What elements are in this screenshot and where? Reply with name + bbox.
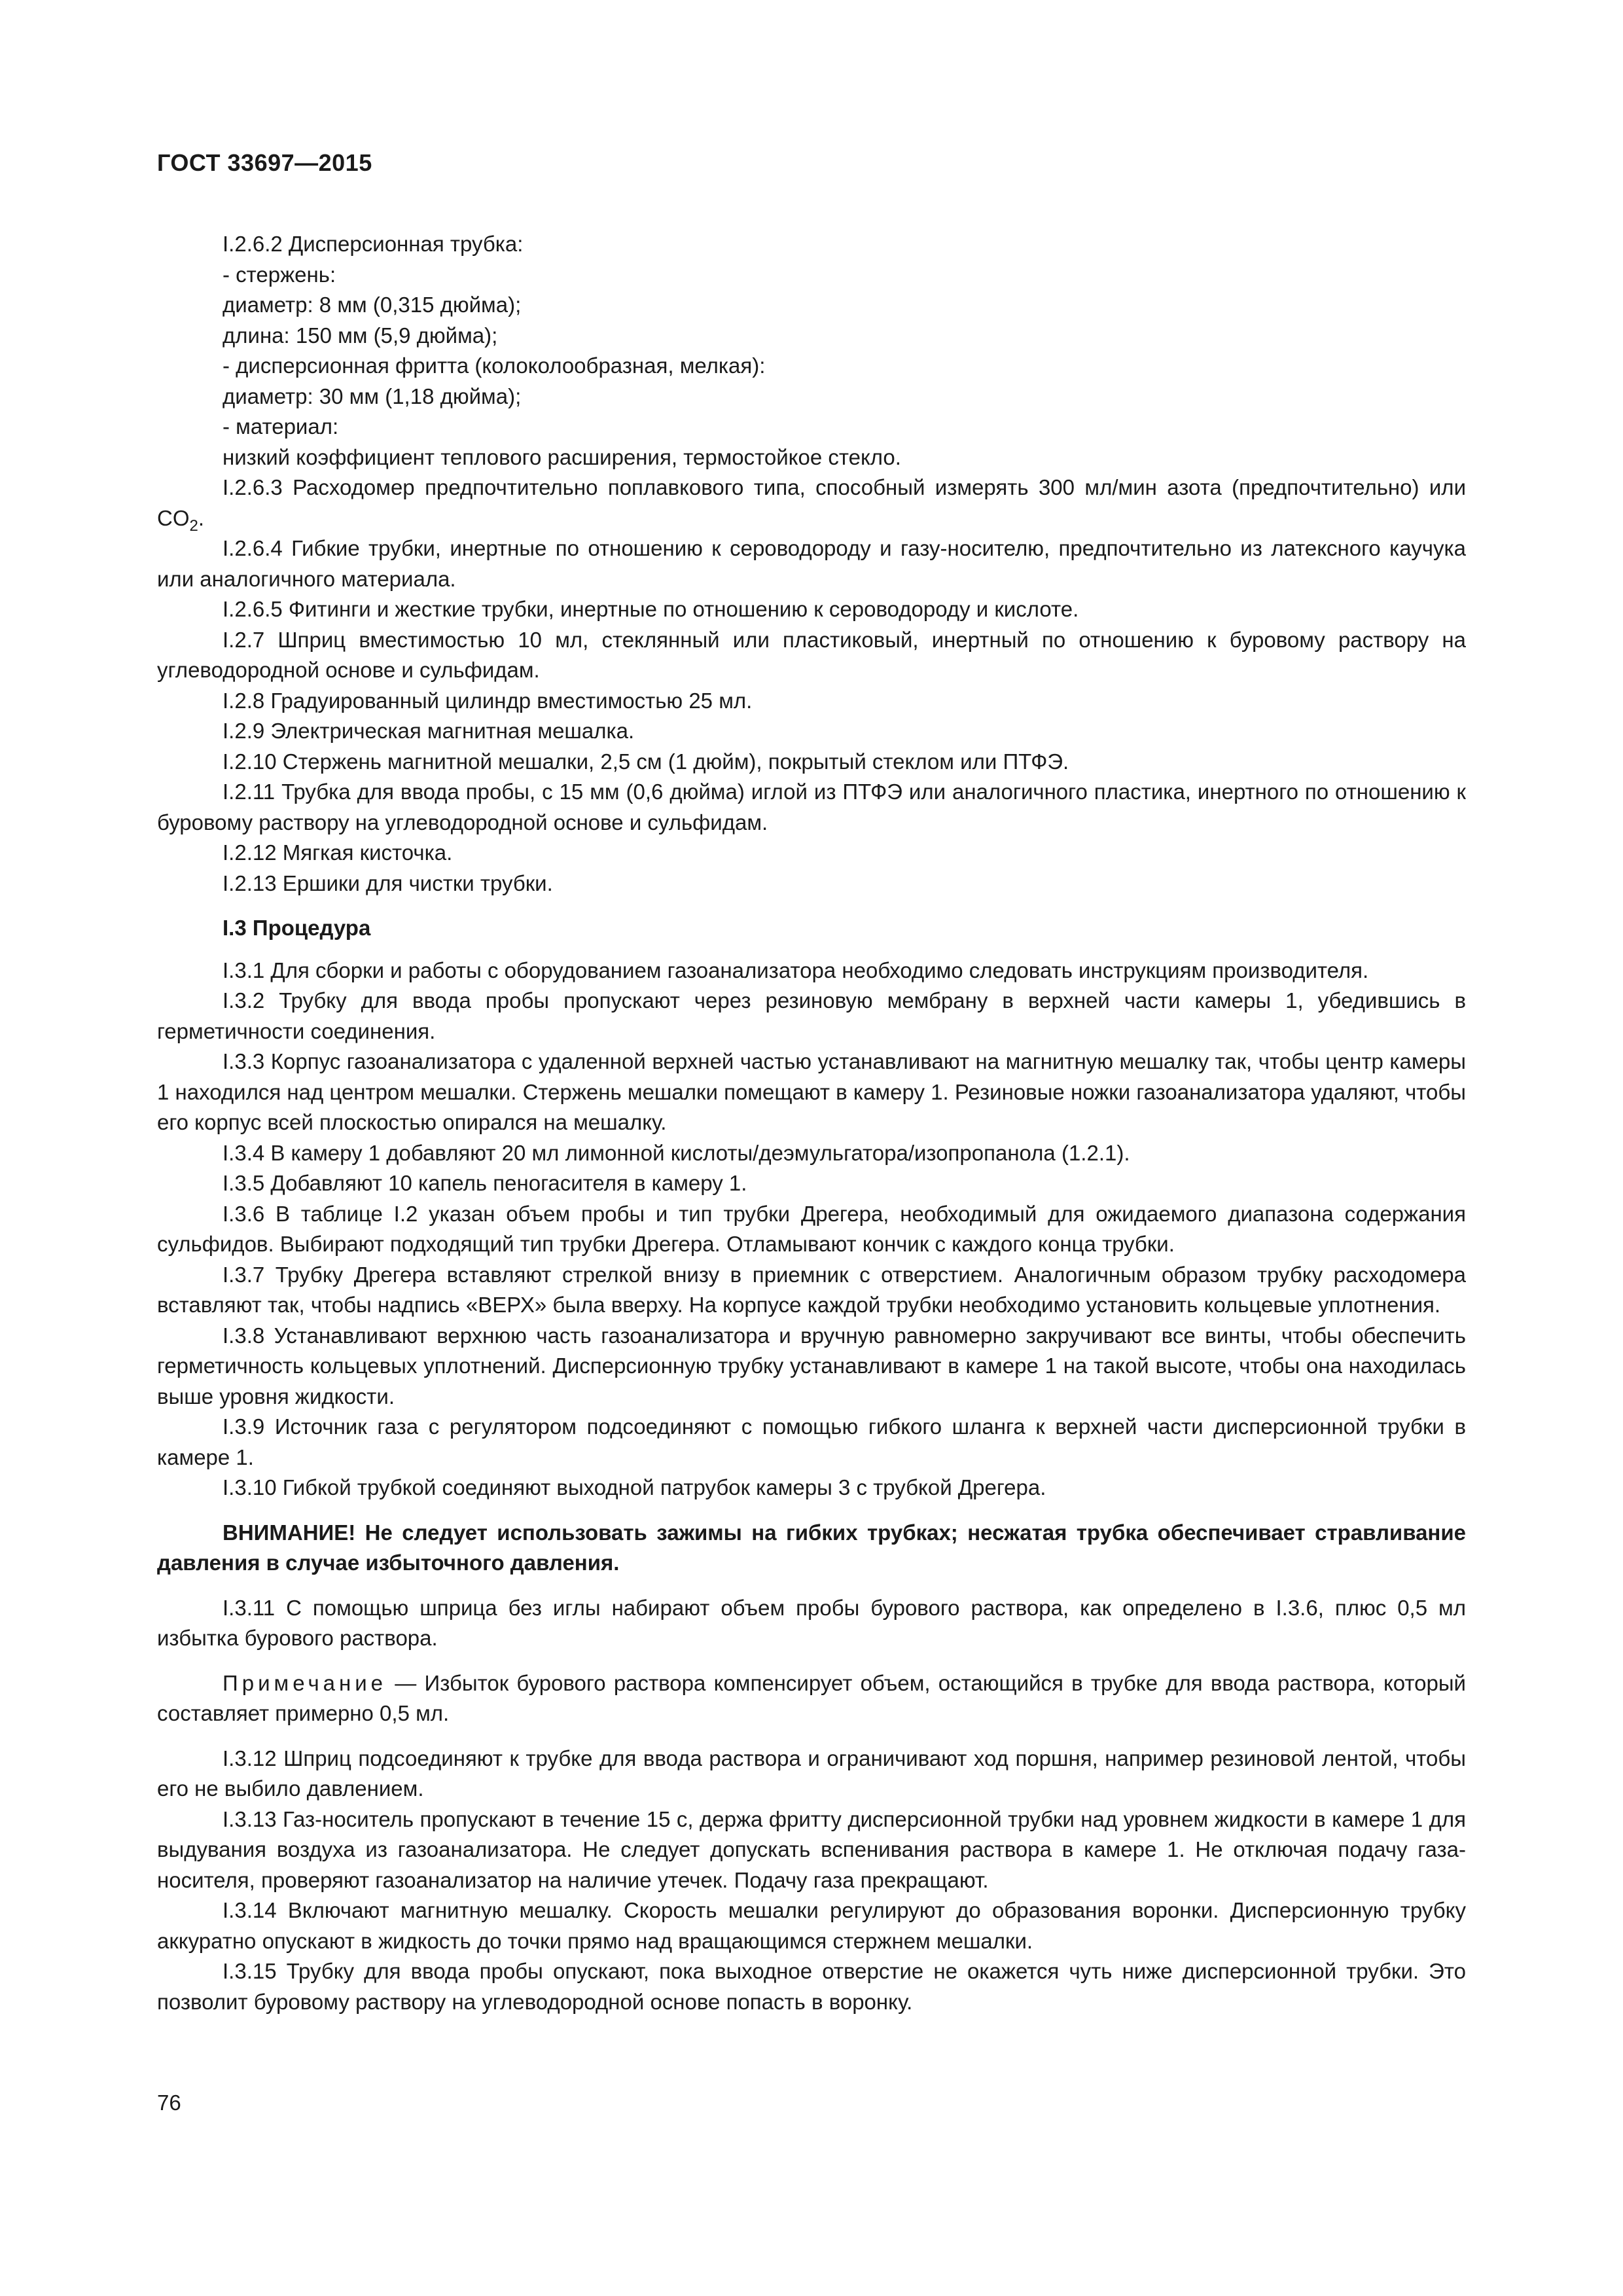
- paragraph: диаметр: 8 мм (0,315 дюйма);: [223, 293, 522, 317]
- paragraph: I.3.9 Источник газа с регулятором подсоединяют с помощью гибкого шланга к верхней части дисперсионной трубки в камере 1.: [157, 1414, 1466, 1469]
- paragraph: I.2.6.4 Гибкие трубки, инертные по отношению к сероводороду и газу-носителю, предпочтительно из латексного каучука или аналогичного материала.: [157, 536, 1466, 591]
- paragraph: I.3.12 Шприц подсоединяют к трубке для ввода раствора и ограничивают ход поршня, например резиновой лентой, чтобы его не выбило давлением.: [157, 1746, 1466, 1801]
- paragraph: - материал:: [223, 414, 339, 439]
- paragraph: I.2.6.2 Дисперсионная трубка:: [223, 232, 524, 256]
- paragraph: I.3.8 Устанавливают верхнюю часть газоанализатора и вручную равномерно закручивают все винты, чтобы обеспечить герметичность кольцевых уплотнений. Дисперсионную трубку устанавливают в камере 1 на такой высоте, чтобы она находилась выше уровня жидкости.: [157, 1323, 1466, 1408]
- paragraph: I.3.3 Корпус газоанализатора с удаленной верхней частью устанавливают на магнитную мешалку так, чтобы центр камеры 1 находился над центром мешалки. Стержень мешалки помещают в камеру 1. Резиновые ножки газоанализатора удаляют, чтобы его корпус всей плоскостью опирался на мешалку.: [157, 1049, 1466, 1134]
- subscript: 2: [189, 516, 198, 535]
- page-number: 76: [157, 2090, 181, 2115]
- paragraph: длина: 150 мм (5,9 дюйма);: [223, 323, 498, 348]
- paragraph: I.3.1 Для сборки и работы с оборудованием газоанализатора необходимо следовать инструкциям производителя.: [223, 958, 1369, 982]
- paragraph: I.3.7 Трубку Дрегера вставляют стрелкой внизу в приемник с отверстием. Аналогичным образом трубку расходомера вставляют так, чтобы надпись «ВЕРХ» была вверху. На корпусе каждой трубки необходимо установить кольцевые уплотнения.: [157, 1262, 1466, 1317]
- paragraph: I.3.11 С помощью шприца без иглы набирают объем пробы бурового раствора, как определено в I.3.6, плюс 0,5 мл избытка бурового раствора.: [157, 1595, 1466, 1650]
- paragraph: I.2.6.5 Фитинги и жесткие трубки, инертные по отношению к сероводороду и кислоте.: [223, 597, 1079, 621]
- paragraph: I.3.13 Газ-носитель пропускают в течение 15 с, держа фритту дисперсионной трубки над уровнем жидкости в камере 1 для выдувания воздуха из газоанализатора. Не следует допускать вспенивания раствора в камере 1. Не отключая подачу газа-носителя, проверяют газоанализатор на наличие утечек. Подачу газа прекращают.: [157, 1806, 1466, 1892]
- paragraph: - стержень:: [223, 262, 336, 287]
- document-header: ГОСТ 33697—2015: [157, 149, 372, 176]
- paragraph: I.2.8 Градуированный цилиндр вместимостью 25 мл.: [223, 688, 753, 713]
- paragraph: I.3.10 Гибкой трубкой соединяют выходной патрубок камеры 3 с трубкой Дрегера.: [223, 1475, 1046, 1499]
- note-text: — Избыток бурового раствора компенсирует объем, остающийся в трубке для ввода раствора, который составляет примерно 0,5 мл.: [157, 1670, 1466, 1725]
- paragraph: I.2.11 Трубка для ввода пробы, с 15 мм (0,6 дюйма) иглой из ПТФЭ или аналогичного пластика, инертного по отношению к буровому раствору на углеводородной основе и сульфидам.: [157, 780, 1466, 834]
- paragraph-text: I.2.6.3 Расходомер предпочтительно поплавкового типа, способный измерять 300 мл/мин азота (предпочтительно) или CO: [157, 475, 1466, 530]
- paragraph-tail: .: [198, 505, 205, 530]
- paragraph: I.3.15 Трубку для ввода пробы опускают, пока выходное отверстие не окажется чуть ниже дисперсионной трубки. Это позволит буровому раствору на углеводородной основе попасть в воронку.: [157, 1959, 1466, 2014]
- paragraph: I.3.14 Включают магнитную мешалку. Скорость мешалки регулируют до образования воронки. Дисперсионную трубку аккуратно опускают в жидкость до точки прямо над вращающимся стержнем мешалки.: [157, 1898, 1466, 1953]
- paragraph: - дисперсионная фритта (колоколообразная, мелкая):: [223, 353, 766, 378]
- note-label: Примечание: [223, 1670, 387, 1695]
- paragraph: I.3.6 В таблице I.2 указан объем пробы и тип трубки Дрегера, необходимый для ожидаемого диапазона содержания сульфидов. Выбирают подходящий тип трубки Дрегера. Отламывают кончик с каждого конца трубки.: [157, 1201, 1466, 1256]
- paragraph: I.2.9 Электрическая магнитная мешалка.: [223, 719, 635, 743]
- paragraph: I.3.5 Добавляют 10 капель пеногасителя в камеру 1.: [223, 1171, 747, 1195]
- paragraph: низкий коэффициент теплового расширения, термостойкое стекло.: [223, 444, 901, 469]
- paragraph: диаметр: 30 мм (1,18 дюйма);: [223, 384, 522, 408]
- paragraph: I.2.12 Мягкая кисточка.: [223, 840, 453, 865]
- paragraph-flowmeter: [157, 473, 1466, 533]
- paragraph: I.3.4 В камеру 1 добавляют 20 мл лимонной кислоты/деэмульгатора/изопропанола (1.2.1).: [223, 1140, 1130, 1165]
- paragraph: I.2.13 Ершики для чистки трубки.: [223, 870, 553, 895]
- document-body: [157, 229, 1466, 2017]
- paragraph: I.3.2 Трубку для ввода пробы пропускают через резиновую мембрану в верхней части камеры 1, убедившись в герметичности соединения.: [157, 988, 1466, 1043]
- warning-text: ВНИМАНИЕ! Не следует использовать зажимы на гибких трубках; несжатая трубка обеспечивает стравливание давления в случае избыточного давления.: [157, 1520, 1466, 1575]
- note: [157, 1668, 1466, 1729]
- paragraph: I.2.7 Шприц вместимостью 10 мл, стеклянный или пластиковый, инертный по отношению к буровому раствору на углеводородной основе и сульфидам.: [157, 627, 1466, 682]
- section-heading: I.3 Процедура: [223, 916, 371, 940]
- paragraph: I.2.10 Стержень магнитной мешалки, 2,5 см (1 дюйм), покрытый стеклом или ПТФЭ.: [223, 749, 1069, 774]
